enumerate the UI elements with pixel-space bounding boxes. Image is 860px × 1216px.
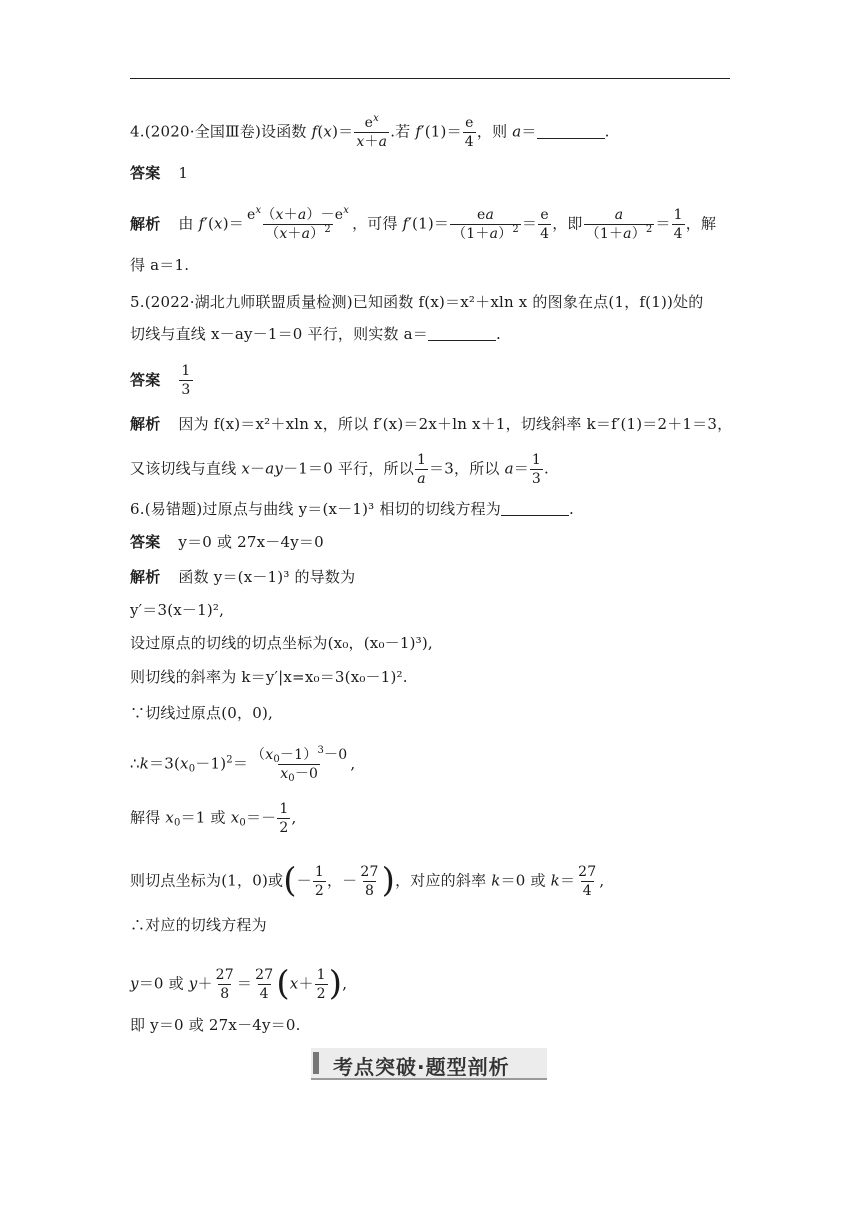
section-bar-icon [313, 1052, 319, 1074]
q6-analysis-10: y＝0 或 y＋ $\frac{27}{8}$ ＝ $\frac{27}{4}$ (x＋ $\frac{1}{2}$ ), [130, 963, 348, 1004]
q6-question: 6.(易错题)过原点与曲线 y＝(x－1)³ 相切的切线方程为 . [130, 500, 574, 518]
q6-analysis-9: ∴对应的切线方程为 [130, 916, 267, 934]
q6-analysis-2: y′＝3(x－1)², [130, 601, 225, 619]
q6-analysis-5: ∵切线过原点(0，0), [130, 704, 273, 722]
header-rule [130, 78, 730, 79]
q5-analysis-line2: 又该切线与直线 x－ay－1＝0 平行，所以 $\frac{1}{a}$ ＝3，所以 a＝ $\frac{1}{3}$ . [130, 452, 549, 487]
q6-analysis-11: 即 y＝0 或 27x－4y＝0. [130, 1016, 301, 1034]
q5-answer: 答案 $\frac{1}{3}$ [130, 363, 191, 398]
q4-conclusion: 得 a＝1. [130, 256, 190, 274]
q5-question-line1: 5.(2022·湖北九师联盟质量检测)已知函数 f(x)＝x²＋xln x 的图象在点(1，f(1))处的 [130, 293, 704, 311]
q6-analysis-8: 则切点坐标为(1，0)或(－ $\frac{1}{2}$ ，－ $\frac{27}{8}$ )，对应的斜率 k＝0 或 k＝ $\frac{27}{4}$ , [130, 860, 605, 901]
section-banner [311, 1048, 547, 1080]
q6-analysis-1: 解析 函数 y＝(x－1)³ 的导数为 [130, 568, 356, 586]
q4-question: 4.(2020·全国Ⅲ卷)设函数 f(x)＝ $\frac{e^x}{x+a}$ .若 f′(1)＝ $\frac{e}{4}$ ，则 a＝ . [130, 113, 610, 150]
q4-answer: 答案 1 [130, 164, 189, 182]
q5-analysis-line1: 解析 因为 f(x)＝x²＋xln x，所以 f′(x)＝2x＋ln x＋1，切线斜率 k＝f′(1)＝2＋1＝3， [130, 415, 733, 433]
q6-analysis-4: 则切线的斜率为 k＝y′|x=x₀＝3(x₀－1)². [130, 668, 408, 686]
q6-analysis-3: 设过原点的切线的切点坐标为(x₀，(x₀－1)³), [130, 634, 433, 652]
q6-analysis-7: 解得 $x_0=1$ 或 $x_0=-$ $\frac{1}{2}$ , [130, 801, 297, 836]
q5-question-line2: 切线与直线 x－ay－1＝0 平行，则实数 a＝ . [130, 325, 501, 343]
section-title: 考点突破·题型剖析 [333, 1055, 510, 1079]
q6-analysis-6: $\therefore k=3(x_0-1)^2=$ $\frac{(x_0-1)^3-0}{x_0-0}$ , [130, 745, 356, 784]
q6-answer: 答案 y＝0 或 27x－4y＝0 [130, 533, 324, 551]
q4-analysis: 解析 由 f′(x)＝ $\frac{e^x(x+a)-e^x}{(x+a)^2}$ ，可得 f′(1)＝ $\frac{ea}{(1+a)^2}$ ＝ $\frac{e}{4}$ ，即 $\frac{a}{(1+a)^2}$ ＝ $\frac{1}{4}$ ，解 [130, 205, 717, 242]
